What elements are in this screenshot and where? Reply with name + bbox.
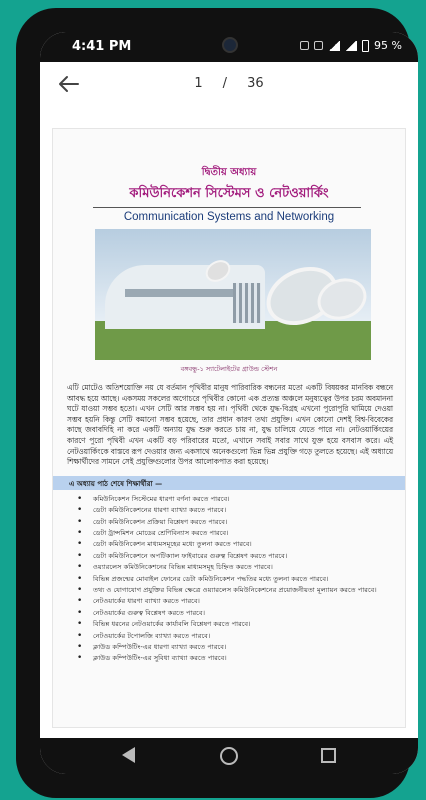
status-time: 4:41 PM xyxy=(72,39,132,54)
objective-item: • বিভিন্ন ধরনের নেটওয়ার্কের কার্যাবলি বিশ্লেষণ করতে পারবে। xyxy=(77,619,405,630)
objective-item: • ওয়্যারলেস কমিউনিকেশনের বিভিন্ন মাধ্যমসমূহ চিহ্নিত করতে পারবে। xyxy=(77,562,405,573)
signal-icon-2 xyxy=(345,41,357,51)
chapter-title-english: Communication Systems and Networking xyxy=(123,211,335,223)
phone-frame xyxy=(16,8,410,798)
chapter-label: দ্বিতীয় অধ্যায় xyxy=(201,167,257,178)
title-divider xyxy=(93,207,361,208)
page-indicator xyxy=(40,76,418,91)
nav-recents-icon[interactable] xyxy=(321,748,336,763)
system-nav-bar xyxy=(40,738,418,774)
objective-item: • ক্লাউড কম্পিউটিং-এর ধারণা ব্যাখ্যা করতে পারবে। xyxy=(77,642,405,653)
objective-item: • কমিউনিকেশন সিস্টেমের ধারণা বর্ণনা করতে পারবে। xyxy=(77,494,405,505)
battery-icon xyxy=(362,40,369,52)
objective-item: • নেটওয়ার্কের ধারণা ব্যাখ্যা করতে পারবে। xyxy=(77,596,405,607)
objective-item: • ডেটা কমিউনিকেশনের ধারণা ব্যাখ্যা করতে পারবে। xyxy=(77,505,405,516)
signal-icon xyxy=(328,41,340,51)
chapter-title-bangla: কমিউনিকেশন সিস্টেমস ও নেটওয়ার্কিং xyxy=(129,186,329,201)
objective-item: • নেটওয়ার্কের গুরুত্ব বিশ্লেষণ করতে পারবে। xyxy=(77,608,405,619)
page-separator: / xyxy=(222,76,228,91)
photo-caption: বঙ্গবন্ধু-১ স্যাটেলাইটের গ্রাউন্ড স্টেশন xyxy=(180,365,278,373)
objective-item: • তথ্য ও যোগাযোগ প্রযুক্তির বিভিন্ন ক্ষেত্রে ওয়্যারলেস কমিউনিকেশনের প্রয়োজনীয়তা মূল্যায়ন করতে পারবে। xyxy=(77,585,405,596)
objective-item: • ডেটা কমিউনিকেশন প্রক্রিয়া বিশ্লেষণ করতে পারবে। xyxy=(77,517,405,528)
objective-item: • ডেটা ট্রান্সমিশন মোডের শ্রেণিবিন্যাস করতে পারবে। xyxy=(77,528,405,539)
objective-item: • নেটওয়ার্কের টপোলজি ব্যাখ্যা করতে পারবে। xyxy=(77,631,405,642)
objective-item: • ডেটা কমিউনিকেশনে অপটিক্যাল ফাইবারের গুরুত্ব বিশ্লেষণ করতে পারবে। xyxy=(77,551,405,562)
battery-percent: 95 % xyxy=(374,39,402,52)
reader-toolbar xyxy=(40,62,418,106)
objective-item: • বিভিন্ন প্রজন্মের মোবাইল ফোনের ডেটা কমিউনিকেশন পদ্ধতির মধ্যে তুলনা করতে পারবে। xyxy=(77,574,405,585)
objective-item: • ডেটা কমিউনিকেশন মাধ্যমসমূহের মধ্যে তুলনা করতে পারবে। xyxy=(77,539,405,550)
ground-station-photo xyxy=(95,229,371,360)
objectives-heading: এ অধ্যায় পাঠ শেষে শিক্ষার্থীরা — xyxy=(53,476,405,490)
phone-screen xyxy=(40,32,418,774)
nav-home-icon[interactable] xyxy=(220,747,238,765)
status-bar xyxy=(40,32,418,62)
pdf-page[interactable] xyxy=(52,128,406,728)
objectives-list xyxy=(77,494,405,665)
status-icons xyxy=(300,39,402,52)
app-notification-icon xyxy=(314,41,323,50)
current-page: 1 xyxy=(194,76,203,91)
notification-icon xyxy=(300,41,309,50)
intro-paragraph: এটি মোটেও অতিশয়োক্তি নয় যে বর্তমান পৃথিবীর মানুষ পারিবারিক বন্ধনের মতো একটি বিষয়কর মানবিক বন্ধনে আবদ্ধ হয়ে আছে। একসময় সকলের অগোচরে পৃথিবীর কোনো এক প্রত্যন্ত অঞ্চলে মনুষ্যত্বের উপর চরম অবমাননা ঘটে যাওয়া সম্ভব হতো। এখন সেটি আর সম্ভব হয় না। পৃথিবী থেকে যুদ্ধ-বিগ্রহ এখনো পুরোপুরি থামিয়ে দেওয়া সম্ভব হয়নি কিন্তু সেটি কমানো সম্ভব হয়েছে, তার প্রধান কারণ তথ্য প্রযুক্তি। এখন কোনো দেশই বিশ্ব-বিবেকের কাছে জবাবদিহি না করে একটি অন্যায় যুদ্ধ শুরু করতে চায় না, যুদ্ধ চালিয়ে যেতে পারে না। নেটওয়ার্কিংয়ের কারণে পুরো পৃথিবী এখন একটি বড় পরিবারের মতো, এখানে সবাই সবার সাথে যুক্ত হয়ে বসবাস করে। এই নেটওয়ার্কিংকে বাস্তবে রূপ দেওয়ার জন্য একসাথে অনেকগুলো ভিন্ন ভিন্ন প্রযুক্তি গড়ে তুলতে হয়েছে। এই অধ্যায়ে শিক্ষার্থীদের সামনে সেই প্রযুক্তিগুলোর উপর আলোকপাত করা হয়েছে। xyxy=(67,383,393,467)
total-pages: 36 xyxy=(247,76,264,91)
nav-back-icon[interactable] xyxy=(122,747,135,763)
front-camera xyxy=(222,37,238,53)
objective-item: • ক্লাউড কম্পিউটিং-এর সুবিধা ব্যাখ্যা করতে পারবে। xyxy=(77,653,405,664)
